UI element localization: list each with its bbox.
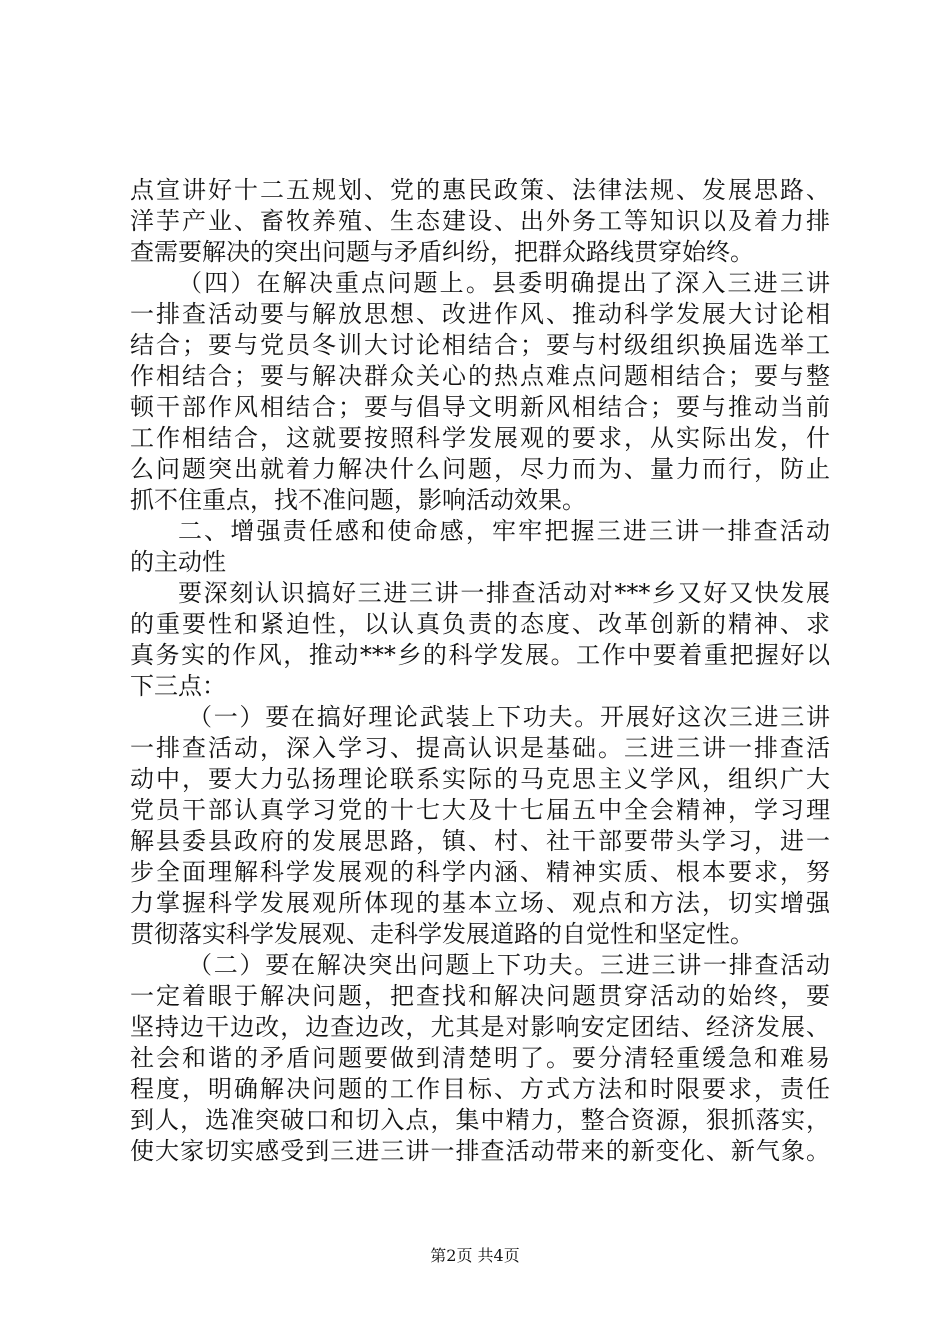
text-line: 一排查活动要与解放思想、改进作风、推动科学发展大讨论相 [130,300,830,328]
text-line: 作相结合；要与解决群众关心的热点难点问题相结合；要与整 [130,362,830,390]
text-line: 一排查活动，深入学习、提高认识是基础。三进三讲一排查活 [130,734,830,762]
text-line: 动中，要大力弘扬理论联系实际的马克思主义学风，组织广大 [130,765,830,793]
text-line: 抓不住重点，找不准问题，影响活动效果。 [130,486,586,514]
text-line: 结合；要与党员冬训大讨论相结合；要与村级组织换届选举工 [130,331,830,359]
text-line: 社会和谐的矛盾问题要做到清楚明了。要分清轻重缓急和难易 [130,1044,830,1072]
text-line: 使大家切实感受到三进三讲一排查活动带来的新变化、新气象。 [130,1137,830,1165]
text-line: 坚持边干边改，边查边改，尤其是对影响安定团结、经济发展、 [130,1013,830,1041]
paragraph-first-line: 要深刻认识搞好三进三讲一排查活动对***乡又好又快发展 [178,579,830,607]
paragraph-first-line: （四）在解决重点问题上。县委明确提出了深入三进三讲 [178,269,830,297]
text-line: 党员干部认真学习党的十七大及十七届五中全会精神，学习理 [130,796,830,824]
text-line: 查需要解决的突出问题与矛盾纠纷，把群众路线贯穿始终。 [130,238,754,266]
text-line: 力掌握科学发展观所体现的基本立场、观点和方法，切实增强 [130,889,830,917]
text-line: 的重要性和紧迫性，以认真负责的态度、改革创新的精神、求 [130,610,830,638]
page-number-footer: 第2页 共4页 [430,1246,520,1265]
text-line: 洋芋产业、畜牧养殖、生态建设、出外务工等知识以及着力排 [130,207,830,235]
text-line: 点宣讲好十二五规划、党的惠民政策、法律法规、发展思路、 [130,176,830,204]
paragraph-first-line: （一）要在搞好理论武装上下功夫。开展好这次三进三讲 [188,703,830,731]
text-line: 程度，明确解决问题的工作目标、方式方法和时限要求，责任 [130,1075,830,1103]
text-line: 一定着眼于解决问题，把查找和解决问题贯穿活动的始终，要 [130,982,830,1010]
body-text [130,175,830,1167]
section-heading: 二、增强责任感和使命感，牢牢把握三进三讲一排查活动 [178,517,830,545]
section-heading-continuation: 的主动性 [130,548,226,576]
text-line: 真务实的作风，推动***乡的科学发展。工作中要着重把握好以 [130,641,830,669]
text-line: 解县委县政府的发展思路，镇、村、社干部要带头学习，进一 [130,827,830,855]
text-line: 下三点： [130,672,226,700]
paragraph-first-line: （二）要在解决突出问题上下功夫。三进三讲一排查活动 [188,951,830,979]
text-line: 步全面理解科学发展观的科学内涵、精神实质、根本要求，努 [130,858,830,886]
text-line: 工作相结合，这就要按照科学发展观的要求，从实际出发，什 [130,424,830,452]
text-line: 贯彻落实科学发展观、走科学发展道路的自觉性和坚定性。 [130,920,754,948]
text-line: 么问题突出就着力解决什么问题，尽力而为、量力而行，防止 [130,455,830,483]
text-line: 顿干部作风相结合；要与倡导文明新风相结合；要与推动当前 [130,393,830,421]
text-line: 到人，选准突破口和切入点，集中精力，整合资源，狠抓落实， [130,1106,830,1134]
